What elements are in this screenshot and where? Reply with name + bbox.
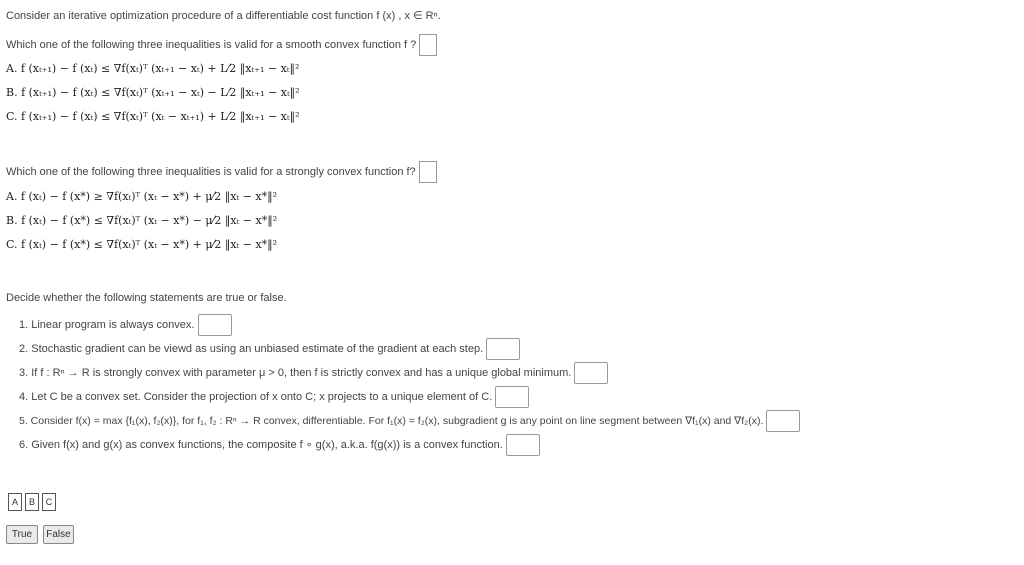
statement-text-3: 3. If f : Rⁿ → R is strongly convex with parameter μ > 0, then f is strictly convex and has a unique global minimum.	[19, 366, 572, 379]
false-tile[interactable]: False	[43, 525, 74, 544]
statement-row-3	[19, 362, 608, 384]
statement-text-4: 4. Let C be a convex set. Consider the projection of x onto C; x projects to a unique element of C.	[19, 390, 493, 403]
statement-row-5	[19, 410, 800, 432]
true-tile[interactable]: True	[6, 525, 38, 544]
q1-question-row	[6, 34, 437, 56]
q1-option-b: B. f (xₜ₊₁) − f (xₜ) ≤ ∇f(xₜ)ᵀ (xₜ₊₁ − xₜ) − L⁄2 ‖xₜ₊₁ − xₜ‖²	[6, 86, 300, 99]
statement-row-6	[19, 434, 540, 456]
statement-text-6: 6. Given f(x) and g(x) as convex functions, the composite f ∘ g(x), a.k.a. f(g(x)) is a convex function.	[19, 438, 503, 451]
q1-option-c: C. f (xₜ₊₁) − f (xₜ) ≤ ∇f(xₜ)ᵀ (xₜ − xₜ₊₁) + L⁄2 ‖xₜ₊₁ − xₜ‖²	[6, 110, 300, 123]
q1-answer-dropzone[interactable]	[419, 34, 437, 56]
statement-text-1: 1. Linear program is always convex.	[19, 318, 195, 331]
statement-text-5: 5. Consider f(x) = max {f₁(x), f₂(x)}, for f₁, f₂ : Rⁿ → R convex, differentiable. For f₁(x) = f₂(x), subgradient g is any point on line segment between ∇f₁(x) and ∇f₂(x).	[19, 414, 764, 427]
choice-tile-b[interactable]: B	[25, 493, 39, 511]
q2-option-c: C. f (xₜ) − f (x*) ≤ ∇f(xₜ)ᵀ (xₜ − x*) + μ⁄2 ‖xₜ − x*‖²	[6, 238, 278, 251]
statement-row-4	[19, 386, 529, 408]
statement-4-dropzone[interactable]	[495, 386, 529, 408]
q2-question-row	[6, 161, 437, 183]
tf-heading: Decide whether the following statements are true or false.	[6, 292, 287, 304]
q1-question-text: Which one of the following three inequalities is valid for a smooth convex function f ?	[6, 38, 417, 51]
q2-question-text: Which one of the following three inequalities is valid for a strongly convex function f?	[6, 165, 416, 178]
statement-text-2: 2. Stochastic gradient can be viewd as using an unbiased estimate of the gradient at each step.	[19, 342, 484, 355]
statement-6-dropzone[interactable]	[506, 434, 540, 456]
statement-5-dropzone[interactable]	[766, 410, 800, 432]
q2-option-a: A. f (xₜ) − f (x*) ≥ ∇f(xₜ)ᵀ (xₜ − x*) + μ⁄2 ‖xₜ − x*‖²	[6, 190, 277, 203]
statement-3-dropzone[interactable]	[574, 362, 608, 384]
statement-1-dropzone[interactable]	[198, 314, 232, 336]
choice-tile-a[interactable]: A	[8, 493, 22, 511]
statement-row-1	[19, 314, 232, 336]
intro-text: Consider an iterative optimization procedure of a differentiable cost function f (x) , x ∈ Rⁿ.	[6, 10, 441, 22]
statement-2-dropzone[interactable]	[486, 338, 520, 360]
q1-option-a: A. f (xₜ₊₁) − f (xₜ) ≤ ∇f(xₜ)ᵀ (xₜ₊₁ − xₜ) + L⁄2 ‖xₜ₊₁ − xₜ‖²	[6, 62, 300, 75]
choice-tile-c[interactable]: C	[42, 493, 56, 511]
q2-option-b: B. f (xₜ) − f (x*) ≤ ∇f(xₜ)ᵀ (xₜ − x*) − μ⁄2 ‖xₜ − x*‖²	[6, 214, 278, 227]
q2-answer-dropzone[interactable]	[419, 161, 437, 183]
statement-row-2	[19, 338, 520, 360]
